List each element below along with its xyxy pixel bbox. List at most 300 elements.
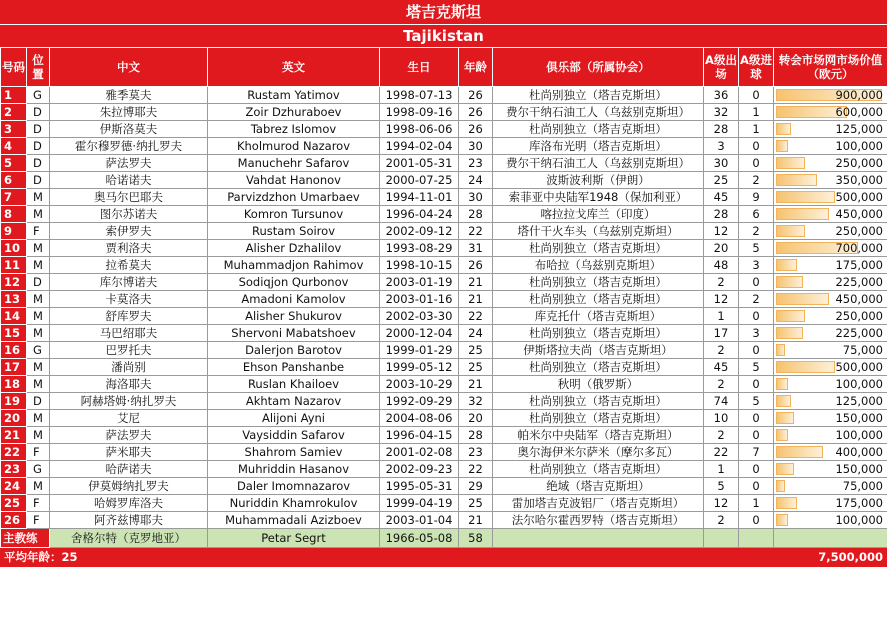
player-position: M bbox=[27, 427, 50, 444]
player-number: 26 bbox=[1, 512, 27, 529]
player-age: 23 bbox=[459, 155, 493, 172]
player-goals: 3 bbox=[739, 257, 774, 274]
market-value-text: 500,000 bbox=[835, 190, 883, 204]
table-row bbox=[1, 444, 887, 461]
player-number: 19 bbox=[1, 393, 27, 410]
player-caps: 48 bbox=[704, 257, 739, 274]
player-number: 5 bbox=[1, 155, 27, 172]
player-club: 杜尚别独立（塔吉克斯坦） bbox=[493, 240, 704, 257]
player-dob: 2004-08-06 bbox=[380, 410, 459, 427]
player-number: 24 bbox=[1, 478, 27, 495]
player-caps: 32 bbox=[704, 104, 739, 121]
market-value-bar bbox=[776, 157, 805, 169]
player-goals: 0 bbox=[739, 461, 774, 478]
player-name-cn: 伊莫姆纳扎罗夫 bbox=[50, 478, 208, 495]
player-goals: 0 bbox=[739, 342, 774, 359]
player-position: D bbox=[27, 274, 50, 291]
player-caps: 12 bbox=[704, 291, 739, 308]
player-goals: 2 bbox=[739, 172, 774, 189]
player-goals: 0 bbox=[739, 478, 774, 495]
player-dob: 2002-09-12 bbox=[380, 223, 459, 240]
player-age: 21 bbox=[459, 291, 493, 308]
market-value-bar bbox=[776, 293, 829, 305]
player-position: M bbox=[27, 410, 50, 427]
player-age: 23 bbox=[459, 444, 493, 461]
market-value-text: 150,000 bbox=[835, 411, 883, 425]
player-caps: 28 bbox=[704, 121, 739, 138]
player-club: 布哈拉（乌兹别克斯坦） bbox=[493, 257, 704, 274]
roster-table bbox=[0, 47, 887, 567]
player-dob: 2002-03-30 bbox=[380, 308, 459, 325]
player-dob: 2003-01-19 bbox=[380, 274, 459, 291]
header-goals: A级进球 bbox=[739, 48, 774, 87]
player-name-cn: 伊斯洛莫夫 bbox=[50, 121, 208, 138]
player-age: 32 bbox=[459, 393, 493, 410]
player-market-value bbox=[774, 291, 887, 308]
player-number: 9 bbox=[1, 223, 27, 240]
player-club: 杜尚别独立（塔吉克斯坦） bbox=[493, 274, 704, 291]
player-number: 18 bbox=[1, 376, 27, 393]
player-club: 杜尚别独立（塔吉克斯坦） bbox=[493, 87, 704, 104]
player-name-cn: 库尔博诺夫 bbox=[50, 274, 208, 291]
player-position: M bbox=[27, 291, 50, 308]
player-age: 25 bbox=[459, 342, 493, 359]
player-goals: 1 bbox=[739, 104, 774, 121]
player-position: F bbox=[27, 495, 50, 512]
header-dob: 生日 bbox=[380, 48, 459, 87]
market-value-text: 400,000 bbox=[835, 445, 883, 459]
player-age: 22 bbox=[459, 223, 493, 240]
player-name-cn: 艾尼 bbox=[50, 410, 208, 427]
player-dob: 1998-07-13 bbox=[380, 87, 459, 104]
player-number: 14 bbox=[1, 308, 27, 325]
player-market-value bbox=[774, 478, 887, 495]
player-name-en: Rustam Soirov bbox=[208, 223, 380, 240]
player-name-cn: 雅季莫夫 bbox=[50, 87, 208, 104]
player-number: 16 bbox=[1, 342, 27, 359]
player-position: D bbox=[27, 172, 50, 189]
player-dob: 2001-05-31 bbox=[380, 155, 459, 172]
player-number: 6 bbox=[1, 172, 27, 189]
player-goals: 2 bbox=[739, 223, 774, 240]
header-row bbox=[1, 48, 887, 87]
player-number: 21 bbox=[1, 427, 27, 444]
table-row bbox=[1, 291, 887, 308]
market-value-bar bbox=[776, 378, 788, 390]
player-number: 3 bbox=[1, 121, 27, 138]
average-age: 平均年龄：25 bbox=[1, 548, 380, 567]
player-name-cn: 索伊罗夫 bbox=[50, 223, 208, 240]
player-name-cn: 哈姆罗库洛夫 bbox=[50, 495, 208, 512]
player-position: D bbox=[27, 121, 50, 138]
player-name-en: Shervoni Mabatshoev bbox=[208, 325, 380, 342]
title-chinese: 塔吉克斯坦 bbox=[0, 0, 887, 24]
player-name-en: Ruslan Khailoev bbox=[208, 376, 380, 393]
market-value-text: 100,000 bbox=[835, 513, 883, 527]
player-name-cn: 海洛耶夫 bbox=[50, 376, 208, 393]
player-age: 29 bbox=[459, 478, 493, 495]
player-dob: 1999-05-12 bbox=[380, 359, 459, 376]
player-number: 4 bbox=[1, 138, 27, 155]
market-value-bar bbox=[776, 463, 794, 475]
player-club: 秋明（俄罗斯） bbox=[493, 376, 704, 393]
player-market-value bbox=[774, 393, 887, 410]
player-club: 帕米尔中央陆军（塔吉克斯坦） bbox=[493, 427, 704, 444]
player-dob: 2001-02-08 bbox=[380, 444, 459, 461]
player-number: 13 bbox=[1, 291, 27, 308]
player-name-cn: 图尔苏诺夫 bbox=[50, 206, 208, 223]
player-name-cn: 朱拉博耶夫 bbox=[50, 104, 208, 121]
market-value-bar bbox=[776, 361, 835, 373]
player-number: 2 bbox=[1, 104, 27, 121]
player-dob: 2002-09-23 bbox=[380, 461, 459, 478]
player-market-value bbox=[774, 206, 887, 223]
player-goals: 0 bbox=[739, 410, 774, 427]
player-goals: 0 bbox=[739, 155, 774, 172]
table-row bbox=[1, 87, 887, 104]
table-row bbox=[1, 274, 887, 291]
market-value-bar bbox=[776, 395, 791, 407]
table-row bbox=[1, 257, 887, 274]
player-name-en: Nuriddin Khamrokulov bbox=[208, 495, 380, 512]
header-value: 转会市场网市场价值（欧元） bbox=[774, 48, 887, 87]
player-age: 21 bbox=[459, 512, 493, 529]
player-club: 奥尔海伊米尔萨米（摩尔多瓦） bbox=[493, 444, 704, 461]
market-value-bar bbox=[776, 276, 803, 288]
player-market-value bbox=[774, 138, 887, 155]
player-position: M bbox=[27, 478, 50, 495]
player-caps: 2 bbox=[704, 512, 739, 529]
player-age: 26 bbox=[459, 257, 493, 274]
table-row bbox=[1, 155, 887, 172]
player-goals: 5 bbox=[739, 393, 774, 410]
player-club: 杜尚别独立（塔吉克斯坦） bbox=[493, 410, 704, 427]
player-name-en: Sodiqjon Qurbonov bbox=[208, 274, 380, 291]
player-dob: 1998-06-06 bbox=[380, 121, 459, 138]
header-en: 英文 bbox=[208, 48, 380, 87]
player-market-value bbox=[774, 308, 887, 325]
market-value-bar bbox=[776, 174, 817, 186]
player-dob: 1995-05-31 bbox=[380, 478, 459, 495]
market-value-text: 100,000 bbox=[835, 428, 883, 442]
player-market-value bbox=[774, 512, 887, 529]
player-age: 22 bbox=[459, 461, 493, 478]
player-caps: 74 bbox=[704, 393, 739, 410]
header-pos: 位置 bbox=[27, 48, 50, 87]
player-caps: 5 bbox=[704, 478, 739, 495]
player-market-value bbox=[774, 461, 887, 478]
player-club: 库洛布光明（塔吉克斯坦） bbox=[493, 138, 704, 155]
player-market-value bbox=[774, 172, 887, 189]
market-value-text: 600,000 bbox=[835, 105, 883, 119]
table-row bbox=[1, 495, 887, 512]
table-row bbox=[1, 427, 887, 444]
player-position: M bbox=[27, 240, 50, 257]
player-name-en: Akhtam Nazarov bbox=[208, 393, 380, 410]
market-value-text: 100,000 bbox=[835, 377, 883, 391]
player-dob: 2003-01-16 bbox=[380, 291, 459, 308]
player-age: 26 bbox=[459, 121, 493, 138]
player-dob: 1998-09-16 bbox=[380, 104, 459, 121]
player-position: F bbox=[27, 512, 50, 529]
player-club: 雷加塔吉克波铝厂（塔吉克斯坦） bbox=[493, 495, 704, 512]
player-age: 21 bbox=[459, 376, 493, 393]
player-market-value bbox=[774, 274, 887, 291]
player-dob: 2000-07-25 bbox=[380, 172, 459, 189]
header-caps: A级出场 bbox=[704, 48, 739, 87]
market-value-bar bbox=[776, 497, 797, 509]
player-number: 25 bbox=[1, 495, 27, 512]
player-market-value bbox=[774, 240, 887, 257]
player-name-cn: 萨法罗夫 bbox=[50, 427, 208, 444]
player-name-en: Manuchehr Safarov bbox=[208, 155, 380, 172]
player-caps: 12 bbox=[704, 495, 739, 512]
player-position: D bbox=[27, 138, 50, 155]
player-age: 28 bbox=[459, 206, 493, 223]
player-age: 24 bbox=[459, 172, 493, 189]
player-goals: 0 bbox=[739, 512, 774, 529]
player-caps: 2 bbox=[704, 376, 739, 393]
footer-row bbox=[1, 548, 887, 567]
player-club: 杜尚别独立（塔吉克斯坦） bbox=[493, 325, 704, 342]
coach-name-cn: 舍格尔特（克罗地亚） bbox=[50, 529, 208, 548]
player-number: 10 bbox=[1, 240, 27, 257]
player-name-en: Ehson Panshanbe bbox=[208, 359, 380, 376]
footer-spacer bbox=[380, 548, 774, 567]
player-name-en: Vahdat Hanonov bbox=[208, 172, 380, 189]
table-row bbox=[1, 189, 887, 206]
market-value-text: 225,000 bbox=[835, 275, 883, 289]
player-goals: 0 bbox=[739, 376, 774, 393]
player-goals: 6 bbox=[739, 206, 774, 223]
player-age: 24 bbox=[459, 325, 493, 342]
roster-body bbox=[1, 87, 887, 529]
player-number: 12 bbox=[1, 274, 27, 291]
coach-row bbox=[1, 529, 887, 548]
market-value-text: 500,000 bbox=[835, 360, 883, 374]
player-name-en: Dalerjon Barotov bbox=[208, 342, 380, 359]
player-goals: 7 bbox=[739, 444, 774, 461]
player-goals: 9 bbox=[739, 189, 774, 206]
player-dob: 1998-10-15 bbox=[380, 257, 459, 274]
player-name-en: Alisher Dzhalilov bbox=[208, 240, 380, 257]
table-row bbox=[1, 240, 887, 257]
market-value-text: 125,000 bbox=[835, 394, 883, 408]
player-club: 杜尚别独立（塔吉克斯坦） bbox=[493, 393, 704, 410]
player-age: 20 bbox=[459, 410, 493, 427]
player-caps: 28 bbox=[704, 206, 739, 223]
player-goals: 0 bbox=[739, 138, 774, 155]
table-row bbox=[1, 342, 887, 359]
player-position: M bbox=[27, 325, 50, 342]
player-name-en: Muhammadjon Rahimov bbox=[208, 257, 380, 274]
table-row bbox=[1, 376, 887, 393]
player-name-en: Daler Imomnazarov bbox=[208, 478, 380, 495]
player-goals: 5 bbox=[739, 240, 774, 257]
player-position: M bbox=[27, 308, 50, 325]
player-name-en: Parvizdzhon Umarbaev bbox=[208, 189, 380, 206]
player-dob: 1999-04-19 bbox=[380, 495, 459, 512]
coach-dob: 1966-05-08 bbox=[380, 529, 459, 548]
player-market-value bbox=[774, 104, 887, 121]
market-value-bar bbox=[776, 412, 794, 424]
player-position: F bbox=[27, 444, 50, 461]
player-number: 17 bbox=[1, 359, 27, 376]
player-club: 法尔哈尔霍西罗特（塔吉克斯坦） bbox=[493, 512, 704, 529]
market-value-bar bbox=[776, 310, 805, 322]
player-market-value bbox=[774, 359, 887, 376]
player-name-cn: 马巴绍耶夫 bbox=[50, 325, 208, 342]
player-caps: 17 bbox=[704, 325, 739, 342]
player-number: 15 bbox=[1, 325, 27, 342]
market-value-bar bbox=[776, 446, 823, 458]
player-club: 杜尚别独立（塔吉克斯坦） bbox=[493, 359, 704, 376]
market-value-text: 900,000 bbox=[835, 88, 883, 102]
player-age: 30 bbox=[459, 189, 493, 206]
player-market-value bbox=[774, 342, 887, 359]
title-english: Tajikistan bbox=[0, 24, 887, 47]
coach-empty bbox=[704, 529, 739, 548]
player-age: 22 bbox=[459, 308, 493, 325]
player-caps: 25 bbox=[704, 172, 739, 189]
table-row bbox=[1, 308, 887, 325]
player-age: 28 bbox=[459, 427, 493, 444]
player-goals: 2 bbox=[739, 291, 774, 308]
player-goals: 5 bbox=[739, 359, 774, 376]
player-club: 杜尚别独立（塔吉克斯坦） bbox=[493, 291, 704, 308]
player-name-en: Komron Tursunov bbox=[208, 206, 380, 223]
player-name-cn: 潘尚别 bbox=[50, 359, 208, 376]
table-row bbox=[1, 104, 887, 121]
player-dob: 1992-09-29 bbox=[380, 393, 459, 410]
market-value-bar bbox=[776, 225, 805, 237]
player-caps: 1 bbox=[704, 461, 739, 478]
table-row bbox=[1, 325, 887, 342]
market-value-text: 700,000 bbox=[835, 241, 883, 255]
player-age: 26 bbox=[459, 104, 493, 121]
player-age: 25 bbox=[459, 359, 493, 376]
player-number: 8 bbox=[1, 206, 27, 223]
player-market-value bbox=[774, 257, 887, 274]
player-age: 21 bbox=[459, 274, 493, 291]
player-name-cn: 萨法罗夫 bbox=[50, 155, 208, 172]
player-age: 30 bbox=[459, 138, 493, 155]
player-goals: 0 bbox=[739, 274, 774, 291]
player-position: M bbox=[27, 359, 50, 376]
player-caps: 2 bbox=[704, 342, 739, 359]
player-name-cn: 奥马尔巴耶夫 bbox=[50, 189, 208, 206]
market-value-text: 450,000 bbox=[835, 292, 883, 306]
player-number: 7 bbox=[1, 189, 27, 206]
player-name-cn: 阿赫塔姆·纳扎罗夫 bbox=[50, 393, 208, 410]
market-value-text: 125,000 bbox=[835, 122, 883, 136]
player-goals: 0 bbox=[739, 308, 774, 325]
player-dob: 1996-04-15 bbox=[380, 427, 459, 444]
player-dob: 2003-10-29 bbox=[380, 376, 459, 393]
player-position: G bbox=[27, 342, 50, 359]
table-row bbox=[1, 393, 887, 410]
player-name-cn: 卡莫洛夫 bbox=[50, 291, 208, 308]
player-market-value bbox=[774, 189, 887, 206]
player-market-value bbox=[774, 325, 887, 342]
player-age: 31 bbox=[459, 240, 493, 257]
market-value-bar bbox=[776, 208, 829, 220]
player-goals: 3 bbox=[739, 325, 774, 342]
player-name-cn: 哈萨诺夫 bbox=[50, 461, 208, 478]
player-club: 费尔干纳石油工人（乌兹别克斯坦） bbox=[493, 155, 704, 172]
player-number: 20 bbox=[1, 410, 27, 427]
player-number: 1 bbox=[1, 87, 27, 104]
player-caps: 3 bbox=[704, 138, 739, 155]
player-market-value bbox=[774, 155, 887, 172]
player-position: F bbox=[27, 223, 50, 240]
table-row bbox=[1, 512, 887, 529]
market-value-bar bbox=[776, 480, 785, 492]
market-value-text: 450,000 bbox=[835, 207, 883, 221]
market-value-bar bbox=[776, 429, 788, 441]
market-value-text: 75,000 bbox=[842, 343, 883, 357]
market-value-text: 250,000 bbox=[835, 309, 883, 323]
player-market-value bbox=[774, 444, 887, 461]
market-value-bar bbox=[776, 514, 788, 526]
player-market-value bbox=[774, 427, 887, 444]
player-name-en: Zoir Dzhuraboev bbox=[208, 104, 380, 121]
coach-label: 主教练 bbox=[1, 529, 50, 548]
player-club: 杜尚别独立（塔吉克斯坦） bbox=[493, 461, 704, 478]
market-value-bar bbox=[776, 123, 791, 135]
player-name-en: Alisher Shukurov bbox=[208, 308, 380, 325]
coach-empty bbox=[739, 529, 774, 548]
player-club: 绝域（塔吉克斯坦） bbox=[493, 478, 704, 495]
player-caps: 2 bbox=[704, 427, 739, 444]
market-value-bar bbox=[776, 259, 797, 271]
player-dob: 1993-08-29 bbox=[380, 240, 459, 257]
coach-age: 58 bbox=[459, 529, 493, 548]
player-goals: 0 bbox=[739, 427, 774, 444]
player-caps: 36 bbox=[704, 87, 739, 104]
player-caps: 2 bbox=[704, 274, 739, 291]
market-value-text: 225,000 bbox=[835, 326, 883, 340]
header-age: 年龄 bbox=[459, 48, 493, 87]
player-position: D bbox=[27, 104, 50, 121]
player-club: 波斯波利斯（伊朗） bbox=[493, 172, 704, 189]
player-name-cn: 舒库罗夫 bbox=[50, 308, 208, 325]
player-club: 喀拉拉戈库兰（印度） bbox=[493, 206, 704, 223]
player-name-cn: 萨米耶夫 bbox=[50, 444, 208, 461]
player-name-cn: 阿齐兹博耶夫 bbox=[50, 512, 208, 529]
player-name-cn: 霍尔穆罗德·纳扎罗夫 bbox=[50, 138, 208, 155]
table-row bbox=[1, 410, 887, 427]
player-position: M bbox=[27, 206, 50, 223]
player-name-en: Shahrom Samiev bbox=[208, 444, 380, 461]
table-row bbox=[1, 461, 887, 478]
player-caps: 1 bbox=[704, 308, 739, 325]
market-value-bar bbox=[776, 327, 803, 339]
player-club: 塔什干火车头（乌兹别克斯坦） bbox=[493, 223, 704, 240]
player-name-en: Rustam Yatimov bbox=[208, 87, 380, 104]
player-dob: 1994-11-01 bbox=[380, 189, 459, 206]
market-value-text: 100,000 bbox=[835, 139, 883, 153]
coach-name-en: Petar Segrt bbox=[208, 529, 380, 548]
market-value-text: 75,000 bbox=[842, 479, 883, 493]
header-club: 俱乐部（所属协会） bbox=[493, 48, 704, 87]
player-name-en: Amadoni Kamolov bbox=[208, 291, 380, 308]
player-name-en: Kholmurod Nazarov bbox=[208, 138, 380, 155]
market-value-text: 350,000 bbox=[835, 173, 883, 187]
total-market-value: 7,500,000 bbox=[774, 548, 887, 567]
player-caps: 30 bbox=[704, 155, 739, 172]
player-club: 索菲亚中央陆军1948（保加利亚） bbox=[493, 189, 704, 206]
